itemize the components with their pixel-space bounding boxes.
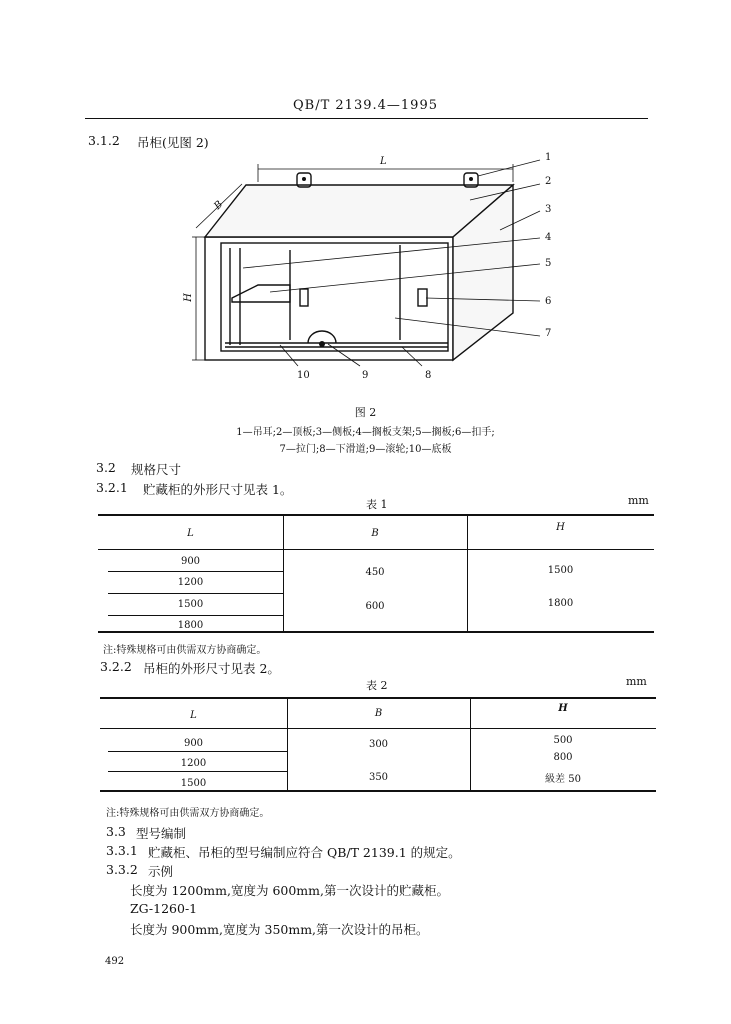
cabinet-outline: [205, 173, 513, 360]
table-1-unit: mm: [628, 494, 649, 507]
table-2-bottom-rule: [100, 790, 656, 792]
table-2-B-350: 350: [368, 772, 389, 783]
table-2-header-L: L: [190, 710, 197, 721]
section-3-2-1-number: 3.2.1: [96, 480, 128, 495]
section-3-3-2-title: 示例: [148, 864, 174, 879]
callout-10: 10: [297, 370, 310, 381]
figure-2-drawing: [0, 0, 731, 400]
callout-4: 4: [545, 232, 552, 243]
table-1-header-B: B: [371, 528, 379, 539]
section-3-2-2-text: 吊柜的外形尺寸见表 2。: [143, 661, 280, 676]
dimension-L-label: L: [380, 156, 387, 167]
table-2-B-300: 300: [368, 739, 389, 750]
figure-2-caption: 图 2: [354, 406, 377, 419]
table-2-row-rule-2: [108, 771, 287, 772]
table-1-header-rule: [98, 549, 654, 550]
dimension-H-label: H: [182, 293, 194, 302]
section-3-3-title: 型号编制: [136, 826, 187, 841]
section-3-1-2-number: 3.1.2: [88, 133, 120, 148]
callout-7: 7: [545, 328, 552, 339]
table-1-H-1800: 1800: [547, 598, 574, 609]
table-2-header-H: H: [558, 703, 568, 714]
table-1-row-rule-2: [108, 593, 283, 594]
table-1-header-H: H: [556, 522, 565, 533]
table-1-bottom-rule: [98, 631, 654, 633]
table-2-L-900: 900: [183, 738, 204, 749]
table-1-L-1200: 1200: [177, 577, 204, 588]
table-1-header-L: L: [187, 528, 194, 539]
table-2-L-1500: 1500: [180, 778, 207, 789]
section-3-3-2-number: 3.3.2: [106, 862, 138, 877]
table-2-H-500: 500: [553, 735, 573, 746]
callout-5: 5: [545, 258, 552, 269]
table-2-L-1200: 1200: [180, 758, 207, 769]
table-2-note: 注:特殊规格可由供需双方协商确定。: [106, 808, 270, 819]
figure-2-legend-line2: 7—拉门;8—下滑道;9—滚轮;10—底板: [279, 444, 452, 455]
table-2-header-rule: [100, 728, 656, 729]
callout-2: 2: [545, 176, 552, 187]
section-3-2-title: 规格尺寸: [131, 462, 182, 477]
table-2-title: 表 2: [366, 679, 388, 692]
table-1-L-900: 900: [180, 556, 201, 567]
callout-6: 6: [545, 296, 552, 307]
table-2-H-step: 級差 50: [545, 774, 581, 785]
section-3-3-number: 3.3: [106, 824, 126, 839]
callout-9: 9: [362, 370, 369, 381]
table-2-unit: mm: [626, 675, 647, 688]
table-2-header-B: B: [374, 708, 383, 719]
table-2-row-rule-1: [108, 751, 287, 752]
table-1-L-1800: 1800: [177, 620, 204, 631]
table-1-H-1500: 1500: [547, 565, 574, 576]
figure-2-legend-line1: 1—吊耳;2—顶板;3—侧板;4—搁板支架;5—搁板;6—扣手;: [236, 427, 495, 438]
example-line-2: 长度为 900mm,宽度为 350mm,第一次设计的吊柜。: [130, 922, 429, 937]
table-2-H-800: 800: [553, 752, 573, 763]
dimension-B-label: B: [212, 199, 226, 212]
section-3-1-2-title: 吊柜(见图 2): [137, 135, 209, 150]
table-1-B-600: 600: [365, 601, 385, 612]
callout-8: 8: [425, 370, 432, 381]
section-3-2-1-text: 贮藏柜的外形尺寸见表 1。: [143, 482, 293, 497]
standard-header: QB/T 2139.4—1995: [293, 98, 438, 113]
table-1-title: 表 1: [366, 498, 388, 511]
section-3-3-1-text: 贮藏柜、吊柜的型号编制应符合 QB/T 2139.1 的规定。: [148, 845, 461, 860]
section-3-2-2-number: 3.2.2: [100, 659, 132, 674]
table-1-note: 注:特殊规格可由供需双方协商确定。: [103, 645, 267, 656]
example-line-1: 长度为 1200mm,宽度为 600mm,第一次设计的贮藏柜。: [130, 883, 449, 898]
table-2-top-rule: [100, 697, 656, 699]
table-1-top-rule: [98, 514, 654, 516]
table-1-B-450: 450: [365, 567, 385, 578]
table-1-L-1500: 1500: [177, 599, 204, 610]
section-3-3-1-number: 3.3.1: [106, 843, 138, 858]
example-code: ZG-1260-1: [130, 901, 198, 916]
table-1-row-rule-3: [108, 615, 283, 616]
callout-3: 3: [545, 204, 552, 215]
table-1-row-rule-1: [108, 571, 283, 572]
callout-1-top: 1: [545, 152, 552, 163]
page-number: 492: [105, 956, 125, 967]
section-3-2-number: 3.2: [96, 460, 116, 475]
